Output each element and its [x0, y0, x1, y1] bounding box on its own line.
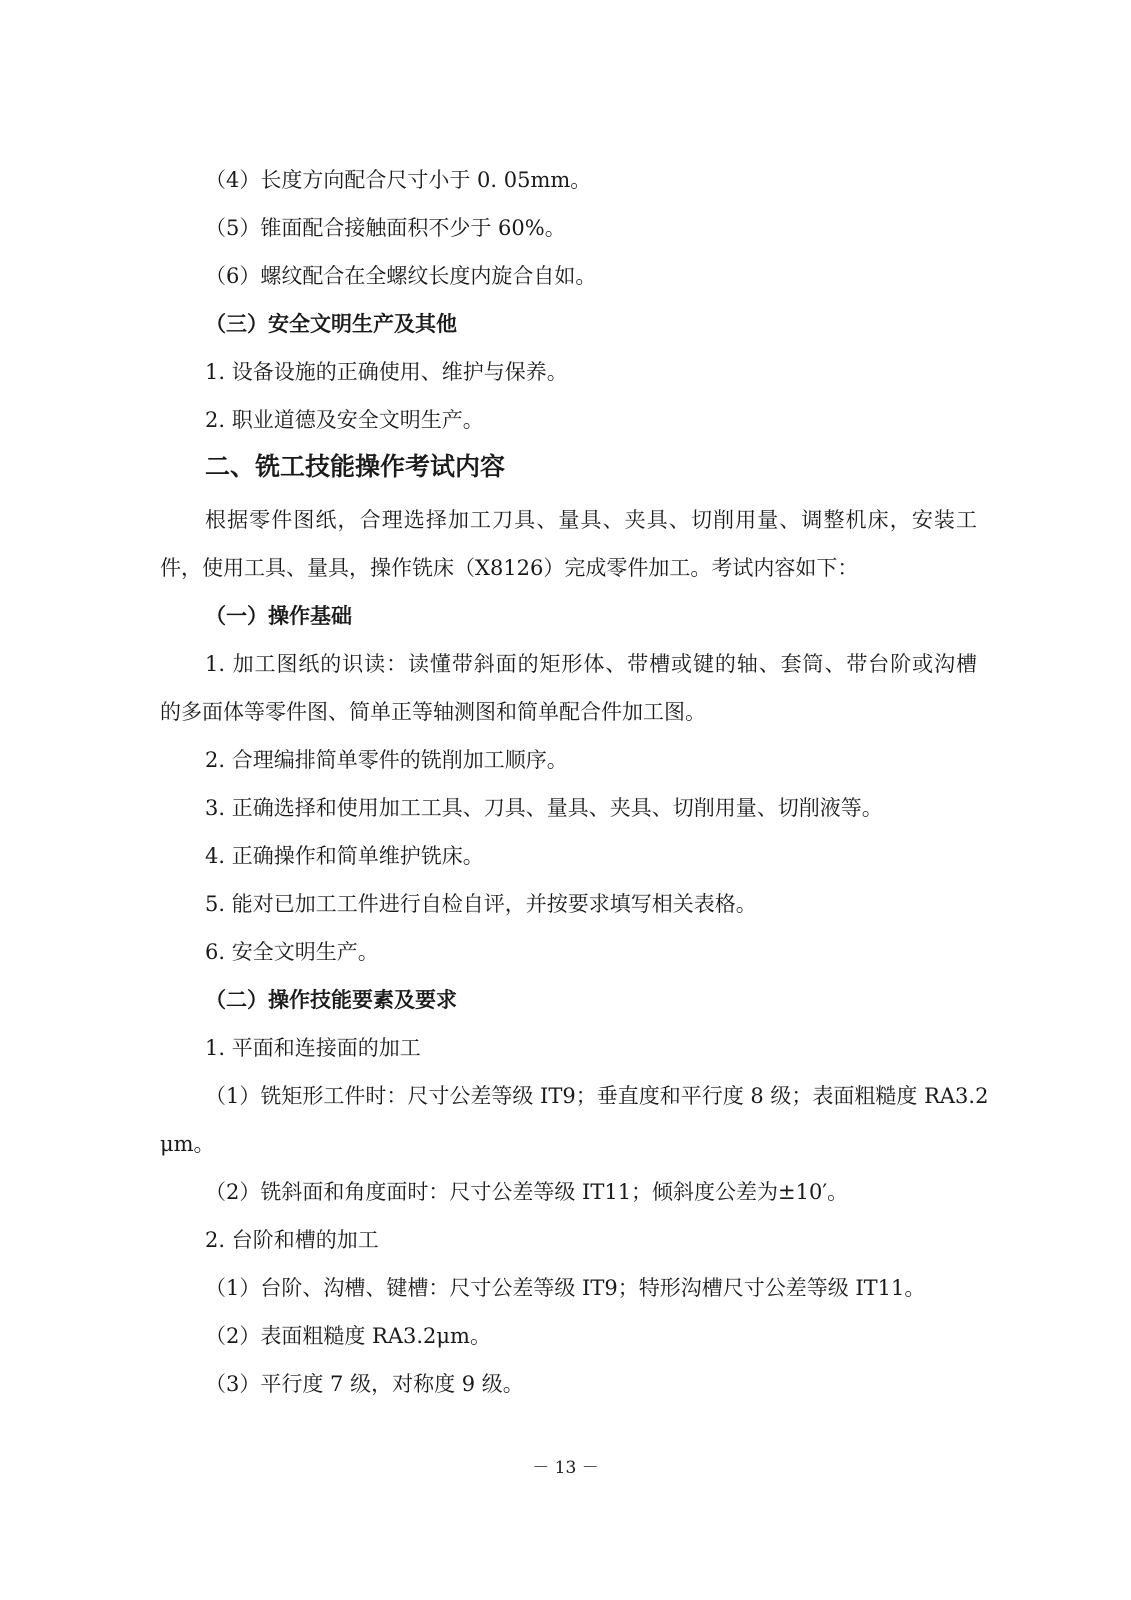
skills-item-1-1-line-1: （1）铣矩形工件时：尺寸公差等级 IT9；垂直度和平行度 8 级；表面粗糙度 RA3.2 — [205, 1084, 989, 1108]
item-4-length-fit: （4）长度方向配合尺寸小于 0. 05mm。 — [205, 168, 592, 192]
item-6-thread-fit: （6）螺纹配合在全螺纹长度内旋合自如。 — [205, 264, 597, 288]
skills-item-2-3: （3）平行度 7 级，对称度 9 级。 — [205, 1372, 524, 1396]
intro-paragraph-line-2: 件，使用工具、量具，操作铣床（X8126）完成零件加工。考试内容如下： — [160, 556, 859, 580]
section-heading-safety: （三）安全文明生产及其他 — [205, 311, 457, 336]
basics-item-3: 3. 正确选择和使用加工工具、刀具、量具、夹具、切削用量、切削液等。 — [205, 796, 883, 820]
skills-item-1-title: 1. 平面和连接面的加工 — [205, 1036, 421, 1060]
skills-item-1-1-line-2: μm。 — [160, 1132, 215, 1156]
safety-item-2: 2. 职业道德及安全文明生产。 — [205, 408, 484, 432]
item-5-cone-contact: （5）锥面配合接触面积不少于 60%。 — [205, 216, 566, 240]
basics-item-4: 4. 正确操作和简单维护铣床。 — [205, 844, 484, 868]
basics-item-5: 5. 能对已加工工件进行自检自评，并按要求填写相关表格。 — [205, 892, 757, 916]
basics-item-1-line-2: 的多面体等零件图、简单正等轴测图和简单配合件加工图。 — [160, 700, 706, 724]
skills-item-2-title: 2. 台阶和槽的加工 — [205, 1228, 379, 1252]
basics-item-2: 2. 合理编排简单零件的铣削加工顺序。 — [205, 748, 568, 772]
skills-item-1-2: （2）铣斜面和角度面时：尺寸公差等级 IT11；倾斜度公差为±10′。 — [205, 1180, 849, 1204]
skills-item-2-2: （2）表面粗糙度 RA3.2μm。 — [205, 1324, 491, 1348]
safety-item-1: 1. 设备设施的正确使用、维护与保养。 — [205, 360, 568, 384]
basics-item-6: 6. 安全文明生产。 — [205, 940, 379, 964]
page-number: － 13 － — [532, 1458, 599, 1478]
section-heading-basics: （一）操作基础 — [205, 603, 352, 628]
basics-item-1-line-1: 1. 加工图纸的识读：读懂带斜面的矩形体、带槽或键的轴、套筒、带台阶或沟槽 — [205, 652, 977, 676]
skills-item-2-1: （1）台阶、沟槽、键槽：尺寸公差等级 IT9；特形沟槽尺寸公差等级 IT11。 — [205, 1276, 926, 1300]
section-heading-skills: （二）操作技能要素及要求 — [205, 987, 457, 1012]
chapter-heading-milling: 二、铣工技能操作考试内容 — [205, 452, 506, 481]
intro-paragraph-line-1: 根据零件图纸，合理选择加工刀具、量具、夹具、切削用量、调整机床，安装工 — [205, 508, 977, 532]
